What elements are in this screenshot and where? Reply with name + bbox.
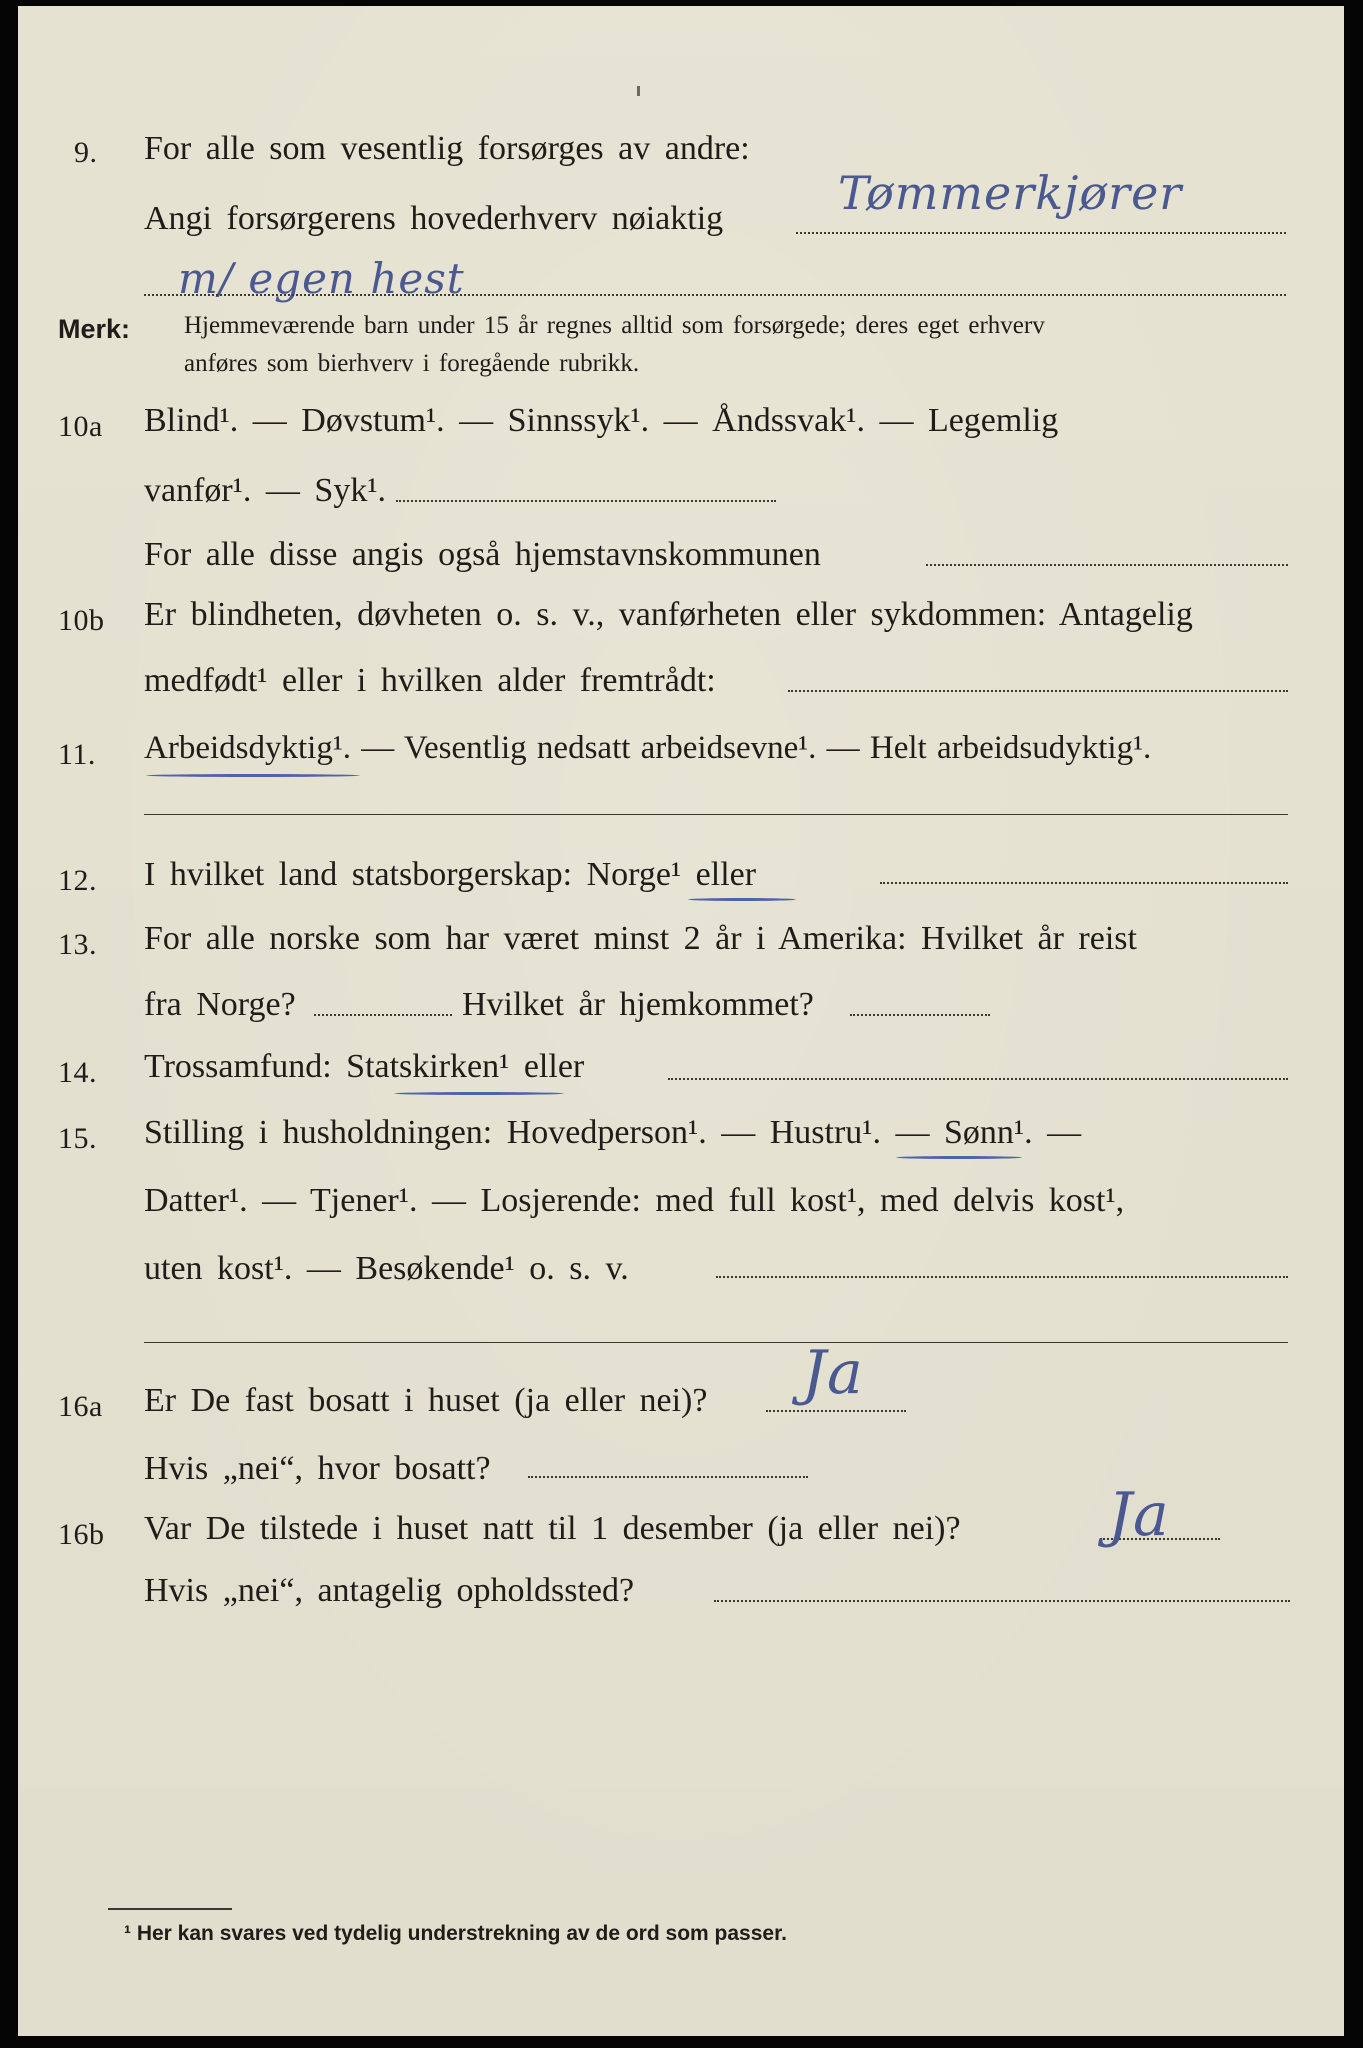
q10b-line1: Er blindheten, døvheten o. s. v., vanførheten eller sykdommen: Antagelig — [144, 596, 1193, 633]
registration-mark — [637, 86, 640, 96]
q9-handwritten-occupation: Tømmerkjører — [838, 166, 1183, 220]
q13-line2b: Hvilket år hjemkommet? — [462, 986, 814, 1023]
q10b-answer-line — [788, 690, 1288, 692]
q14-answer-line — [668, 1078, 1288, 1080]
merk-line1: Hjemmeværende barn under 15 år regnes alltid som forsørgede; deres eget erhverv — [184, 312, 1045, 339]
q11-underline-arbeidsdyktig — [146, 774, 360, 777]
merk-label: Merk: — [58, 314, 131, 344]
q15-line3: uten kost¹. — Besøkende¹ o. s. v. — [144, 1250, 629, 1287]
q10b-number: 10b — [58, 604, 105, 637]
q10a-line3: For alle disse angis også hjemstavnskommunen — [144, 536, 821, 573]
q16a-line1: Er De fast bosatt i huset (ja eller nei)? — [144, 1382, 708, 1419]
q12-line1: I hvilket land statsborgerskap: Norge¹ eller — [144, 856, 757, 893]
q14-number: 14. — [58, 1056, 97, 1089]
footnote-rule — [108, 1908, 232, 1910]
footnote-text: ¹ Her kan svares ved tydelig understrekning av de ord som passer. — [124, 1922, 787, 1945]
q15-underline-hustru — [896, 1156, 1022, 1159]
q11-answer-line — [144, 814, 1288, 815]
merk-line2: anføres som bierhverv i foregående rubrikk. — [184, 350, 640, 377]
q9-line2: Angi forsørgerens hovederhverv nøiaktig — [144, 200, 724, 237]
q15-answer-line1 — [716, 1276, 1288, 1278]
q15-line2: Datter¹. — Tjener¹. — Losjerende: med full kost¹, med delvis kost¹, — [144, 1182, 1125, 1219]
q16a-line2: Hvis „nei“, hvor bosatt? — [144, 1450, 491, 1487]
q10a-hjemstavn-line — [926, 564, 1288, 566]
q12-answer-line — [880, 882, 1288, 884]
q13-line1: For alle norske som har været minst 2 år i Amerika: Hvilket år reist — [144, 920, 1137, 957]
q9-handwritten-detail: m/ egen hest — [178, 254, 465, 303]
q10a-line2: vanfør¹. — Syk¹. — [144, 472, 387, 509]
q13-reist-line — [314, 1014, 452, 1016]
q16b-number: 16b — [58, 1518, 105, 1551]
q11-number: 11. — [58, 738, 96, 771]
q15-answer-line2 — [144, 1342, 1288, 1343]
q16a-handwritten-answer: Ja — [802, 1338, 864, 1408]
q12-number: 12. — [58, 864, 97, 897]
q14-line1: Trossamfund: Statskirken¹ eller — [144, 1048, 585, 1085]
q10a-line1: Blind¹. — Døvstum¹. — Sinnssyk¹. — Åndssvak¹. — Legemlig — [144, 402, 1059, 439]
q16b-line2: Hvis „nei“, antagelig opholdssted? — [144, 1572, 635, 1609]
q16b-opholdssted-line — [714, 1600, 1290, 1602]
q16b-handwritten-answer: Ja — [1108, 1480, 1170, 1550]
census-form-page — [18, 6, 1344, 2036]
q16a-number: 16a — [58, 1390, 103, 1423]
q13-hjemkommet-line — [850, 1014, 990, 1016]
q9-answer-line1 — [796, 232, 1286, 234]
q9-answer-line2 — [144, 294, 1286, 296]
q10a-syk-line — [396, 500, 776, 502]
q13-number: 13. — [58, 928, 97, 961]
q12-underline-norge — [688, 898, 796, 901]
q9-number: 9. — [74, 136, 98, 169]
q9-line1: For alle som vesentlig forsørges av andre: — [144, 130, 750, 167]
q11-line1: Arbeidsdyktig¹. — Vesentlig nedsatt arbeidsevne¹. — Helt arbeidsudyktig¹. — [144, 730, 1152, 766]
q16b-line1: Var De tilstede i huset natt til 1 desember (ja eller nei)? — [144, 1510, 961, 1547]
q10a-number: 10a — [58, 410, 103, 443]
q16a-answer-line — [766, 1410, 906, 1412]
q13-line2a: fra Norge? — [144, 986, 296, 1023]
q14-underline-statskirken — [394, 1092, 564, 1095]
q10b-line2: medfødt¹ eller i hvilken alder fremtrådt: — [144, 662, 716, 699]
q16a-bosatt-line — [528, 1476, 808, 1478]
q15-line1: Stilling i husholdningen: Hovedperson¹. — Hustru¹. — Sønn¹. — — [144, 1114, 1082, 1151]
q15-number: 15. — [58, 1122, 97, 1155]
